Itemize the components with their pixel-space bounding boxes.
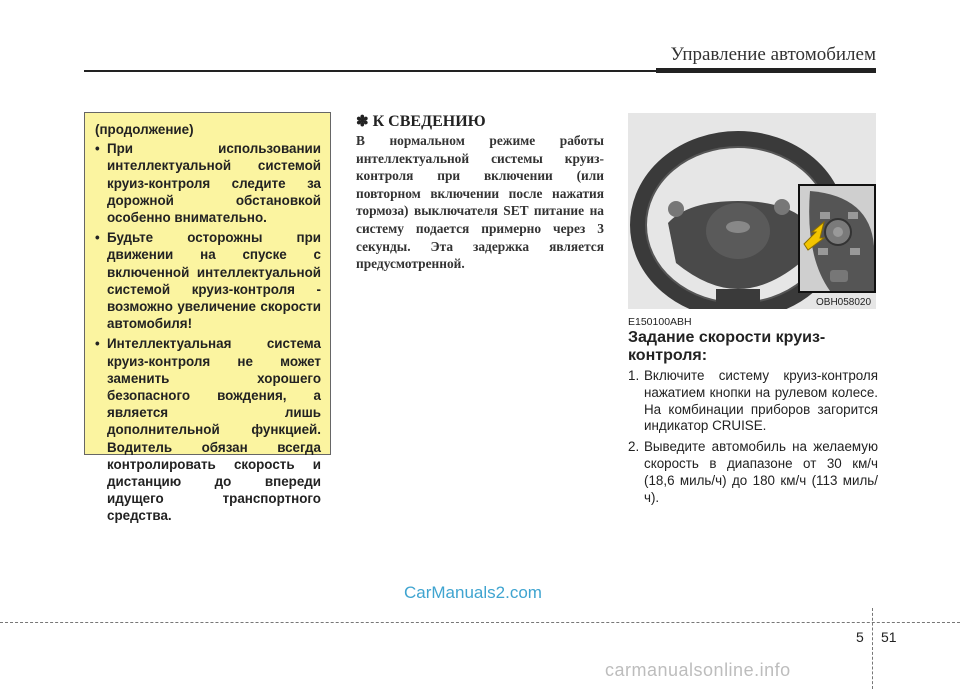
cruise-control-button-inset: [798, 184, 876, 293]
steering-wheel-figure: [628, 113, 876, 309]
step-number: 1.: [628, 368, 640, 383]
step-text: Выведите автомобиль на желаемую скорость в диапазоне от 30 км/ч (18,6 миль/ч) до 180 км/ч (113 миль/ч).: [644, 439, 878, 505]
watermark-link[interactable]: CarManuals2.com: [404, 583, 542, 602]
bullet-icon: •: [95, 336, 100, 352]
warning-item-text: При использовании интеллектуальной системой круиз-контроля следите за дорожной обстановкой особенно внимательно.: [107, 141, 321, 226]
info-title: [356, 112, 486, 131]
footer-site-watermark: carmanualsonline.info: [605, 660, 791, 680]
step-text: Включите систему круиз-контроля нажатием кнопки на рулевом колесе. На комбинации приборов загорится индикатор CRUISE.: [644, 368, 878, 434]
warning-item: [93, 335, 321, 524]
star-icon: ✽: [356, 114, 369, 130]
step-number: 2.: [628, 439, 640, 455]
section-heading: Задание скорости круиз-контроля:: [628, 329, 826, 364]
cruise-buttons-closeup: [800, 186, 874, 291]
page-header-title: Управление автомобилем: [670, 44, 876, 65]
warning-list: [93, 140, 321, 524]
chapter-number: 5: [856, 629, 864, 645]
warning-item-text: Будьте осторожны при движении на спуске с включенной интеллектуальной системой круиз-контроля - возможно увеличение скорости автомобиля!: [107, 230, 321, 332]
warning-box: [84, 112, 331, 524]
section-code: E150100ABH: [628, 316, 692, 328]
footer-separator: [872, 608, 873, 689]
steps-list: [628, 368, 878, 510]
header-divider-accent: [656, 68, 876, 73]
info-body: В нормальном режиме работы интеллектуальной системы круиз-контроля при включении (или повторном включении после нажатия тормоза) выключателя SET питание на систему подается примерно через 3 секунды. Эта задержка является предусмотренной.: [356, 133, 604, 272]
warning-item: [93, 140, 321, 226]
warning-continued-label: (продолжение): [95, 122, 194, 137]
step-item: [628, 439, 878, 506]
bullet-icon: •: [95, 230, 100, 246]
warning-item: [93, 229, 321, 332]
step-item: [628, 368, 878, 435]
bullet-icon: •: [95, 141, 100, 157]
warning-item-text: Интеллектуальная система круиз-контроля не может заменить хорошего безопасного вождения, а является лишь дополнительной функцией. Водитель обязан всегда контролировать скорость и дистанцию до впереди идущего транспортного средства.: [107, 336, 321, 524]
figure-code: OBH058020: [816, 297, 872, 308]
info-title-text: К СВЕДЕНИЮ: [372, 113, 486, 130]
page-number: 51: [881, 629, 897, 645]
footer-divider: [0, 622, 960, 623]
